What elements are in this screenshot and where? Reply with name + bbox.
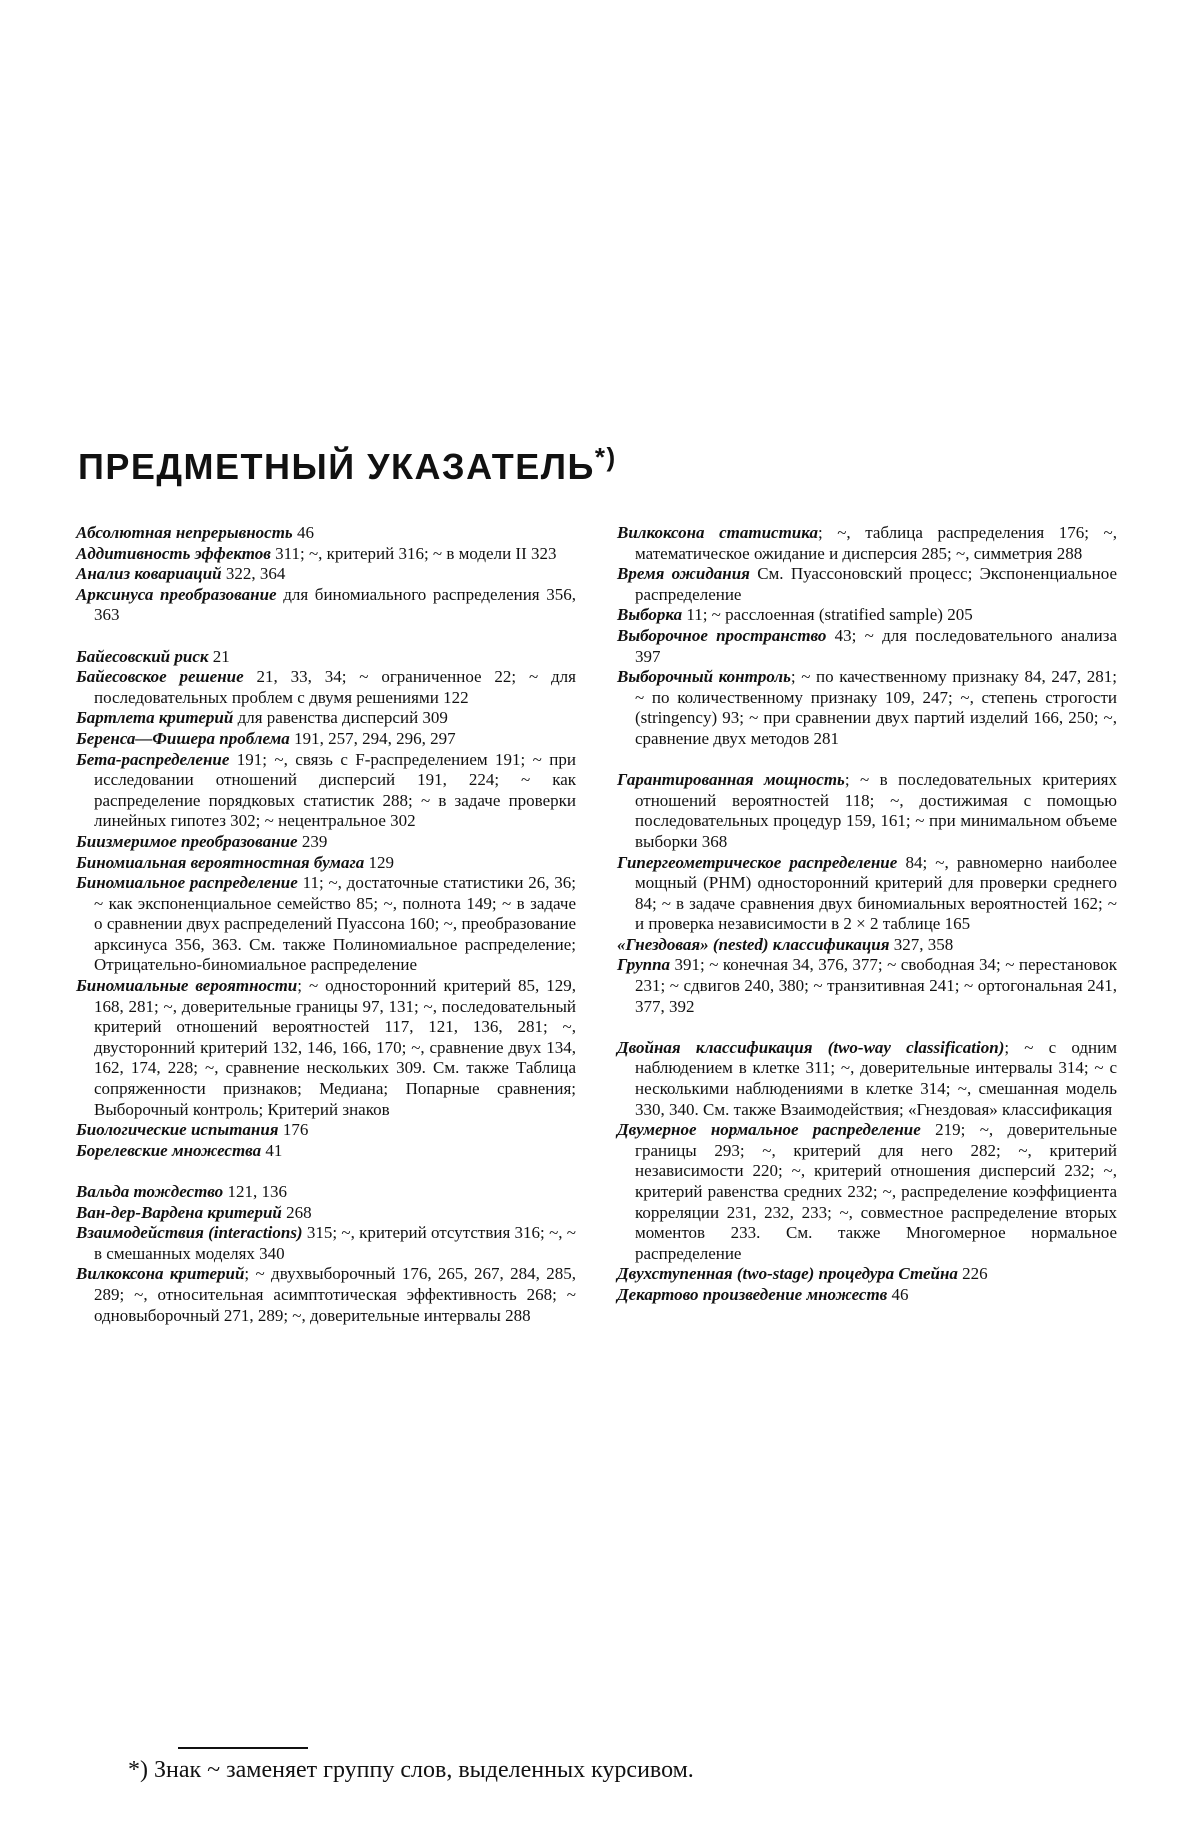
index-refs: 11; ~ расслоенная (stratified sample) 205 — [682, 605, 973, 625]
index-term: Биномиальное распределение — [76, 873, 298, 893]
index-refs: ; ~ в последовательных критериях отношений вероятностей 118; ~, достижимая с помощью последовательных процедур 159, 161; ~ при минимальном объеме выборки 368 — [635, 770, 1117, 851]
index-entry — [76, 585, 576, 626]
index-refs: ; ~, таблица распределения 176; ~, математическое ожидание и дисперсия 285; ~, симметрия 288 — [635, 523, 1117, 563]
index-refs: 84; ~, равномерно наиболее мощный (РНМ) односторонний критерий для проверки среднего 84; ~ в задаче сравнения двух биномиальных вероятностей 162; ~ и проверка независимости в 2 × 2 таблице 165 — [635, 852, 1117, 934]
index-refs: 121, 136 — [223, 1182, 287, 1201]
index-refs: 21, 33, 34; ~ ограниченное 22; ~ для последовательных проблем с двумя решениями 122 — [94, 667, 576, 707]
index-entry — [76, 729, 576, 750]
index-term: Время ожидания — [617, 564, 750, 584]
index-entry — [617, 667, 1117, 749]
index-term: Ван-дер-Вардена критерий — [76, 1202, 282, 1222]
index-term: Гипергеометрическое распределение — [617, 852, 898, 872]
index-term: Биномиальные вероятности — [76, 976, 298, 996]
index-refs: для равенства дисперсий 309 — [233, 708, 448, 728]
title-text: ПРЕДМЕТНЫЙ УКАЗАТЕЛЬ — [78, 446, 595, 487]
index-term: Бартлета критерий — [76, 708, 234, 728]
index-entry — [76, 647, 576, 668]
index-refs: 226 — [957, 1264, 988, 1284]
index-refs: См. Пуассоновский процесс; Экспоненциальное распределение — [635, 564, 1117, 604]
index-refs: для биномиального распределения 356, 363 — [94, 584, 577, 625]
left-index-column — [76, 523, 576, 1326]
index-refs: ; ~ с одним наблюдением в клетке 311; ~, доверительные интервалы 314; ~ с несколькими наблюдениями в клетке 314; ~, смешанная модель 330, 340. См. также Взаимодействия; «Гнездовая» классификация — [635, 1037, 1117, 1119]
index-refs: 239 — [297, 831, 328, 851]
index-refs: 129 — [364, 852, 394, 872]
index-refs: 311; ~, критерий 316; ~ в модели II 323 — [270, 543, 557, 563]
index-entry — [76, 1141, 576, 1162]
page-title — [78, 442, 617, 488]
index-entry — [76, 1203, 576, 1224]
index-entry — [76, 544, 576, 565]
index-refs: 191, 257, 294, 296, 297 — [289, 728, 456, 748]
index-term: Абсолютная непрерывность — [76, 523, 293, 542]
index-entry — [617, 935, 1117, 956]
index-term: Двойная классификация (two-way classification) — [617, 1037, 1005, 1057]
right-index-column — [617, 523, 1117, 1306]
index-entry — [617, 523, 1117, 564]
index-term: Выборочный контроль — [617, 667, 791, 687]
index-entry — [76, 523, 576, 544]
footnote-rule — [178, 1747, 308, 1749]
index-refs: 268 — [281, 1202, 312, 1222]
index-refs: 41 — [261, 1140, 283, 1160]
index-entry — [76, 976, 576, 1120]
index-refs: ; ~ двухвыборочный 176, 265, 267, 284, 285, 289; ~, относительная асимптотическая эффективность 268; ~ одновыборочный 271, 289; ~, доверительные интервалы 288 — [94, 1264, 576, 1325]
index-entry — [617, 1264, 1117, 1285]
index-entry — [76, 564, 576, 585]
index-term: Биологические испытания — [76, 1120, 279, 1140]
index-term: Вилкоксона статистика — [617, 523, 818, 542]
index-refs: 176 — [278, 1120, 309, 1140]
index-term: Выборка — [617, 605, 683, 625]
index-term: Двумерное нормальное распределение — [617, 1120, 921, 1140]
index-term: Вилкоксона критерий — [76, 1264, 245, 1284]
index-entry — [76, 1264, 576, 1326]
index-term: Гарантированная мощность — [617, 770, 845, 790]
index-entry — [617, 626, 1117, 667]
index-refs: 11; ~, достаточные статистики 26, 36; ~ как экспоненциальное семейство 85; ~, полнота 149; ~ в задаче о сравнении двух распределений Пуассона 160; ~, преобразование арксинуса 356, 363. См. также Полиномиальное распределение; Отрицательно-биномиальное распределение — [94, 873, 576, 975]
index-entry — [617, 955, 1117, 1017]
index-term: Двухступенная (two-stage) процедура Стейна — [617, 1264, 958, 1284]
index-refs: ; ~ односторонний критерий 85, 129, 168, 281; ~, доверительные границы 97, 131; ~, последовательный критерий отношений вероятностей 117, 121, 136, 281; ~, двусторонний критерий 132, 146, 166, 170; ~, сравнение двух 134, 162, 174, 228; ~, сравнение нескольких 309. См. также Таблица сопряженности признаков; Медиана; Попарные сравнения; Выборочный контроль; Критерий знаков — [94, 976, 576, 1119]
index-entry — [76, 1182, 576, 1203]
index-term: Аддитивность эффектов — [76, 543, 271, 563]
index-term: Байесовский риск — [76, 646, 209, 666]
index-term: Биномиальная вероятностная бумага — [76, 852, 365, 872]
index-entry — [617, 1285, 1117, 1306]
index-refs: 322, 364 — [221, 564, 286, 584]
index-term: Бета-распределение — [76, 749, 230, 769]
index-entry — [76, 853, 576, 874]
index-term: Арксинуса преобразование — [76, 584, 277, 604]
index-term: Биизмеримое преобразование — [76, 831, 298, 851]
index-refs: 391; ~ конечная 34, 376, 377; ~ свободная 34; ~ перестановок 231; ~ сдвигов 240, 380; ~ транзитивная 241; ~ ортогональная 241, 377, 392 — [635, 955, 1117, 1016]
index-entry — [76, 708, 576, 729]
index-refs: 315; ~, критерий отсутствия 316; ~, ~ в смешанных моделях 340 — [94, 1223, 577, 1263]
index-term: Анализ ковариаций — [76, 564, 222, 584]
index-term: «Гнездовая» (nested) классификация — [617, 934, 890, 954]
footnote-marker: *) — [594, 442, 617, 472]
index-entry — [76, 873, 576, 976]
index-entry — [617, 564, 1117, 605]
index-entry — [76, 667, 576, 708]
footnote: *) Знак ~ заменяет группу слов, выделенных курсивом. — [128, 1757, 694, 1783]
index-term: Байесовское решение — [76, 667, 244, 687]
index-refs: 46 — [292, 523, 314, 542]
index-refs: 219; ~, доверительные границы 293; ~, критерий для него 282; ~, критерий независимости 220; ~, критерий отношения дисперсий 232; ~, критерий равенства средних 232; ~, распределение коэффициента корреляции 231, 232, 233; ~, совместное распределение вторых моментов 233. См. также Многомерное нормальное распределение — [635, 1120, 1117, 1263]
index-term: Выборочное пространство — [617, 625, 827, 645]
index-refs: 43; ~ для последовательного анализа 397 — [635, 625, 1117, 666]
index-term: Группа — [617, 955, 671, 975]
index-entry — [617, 770, 1117, 852]
index-refs: 191; ~, связь с F-распределением 191; ~ при исследовании отношений дисперсий 191, 224; ~ как распределение порядковых статистик 288; ~ в задаче проверки линейных гипотез 302; ~ нецентральное 302 — [94, 749, 576, 831]
index-entry — [617, 1038, 1117, 1120]
index-entry — [76, 1120, 576, 1141]
index-term: Вальда тождество — [76, 1182, 224, 1201]
index-entry — [76, 1223, 576, 1264]
index-term: Борелевские множества — [76, 1140, 262, 1160]
index-term: Декартово произведение множеств — [617, 1284, 888, 1304]
index-term: Беренса—Фишера проблема — [76, 728, 290, 748]
index-term: Взаимодействия (interactions) — [76, 1223, 303, 1243]
index-entry — [76, 750, 576, 832]
index-entry — [617, 853, 1117, 935]
index-refs: ; ~ по качественному признаку 84, 247, 281; ~ по количественному признаку 109, 247; ~, степень строгости (stringency) 93; ~ при сравнении двух партий изделий 166, 250; ~, сравнение двух методов 281 — [635, 667, 1117, 748]
index-refs: 327, 358 — [889, 934, 954, 954]
index-entry — [617, 1120, 1117, 1264]
index-entry — [617, 605, 1117, 626]
index-entry — [76, 832, 576, 853]
index-refs: 21 — [208, 646, 230, 666]
index-refs: 46 — [887, 1284, 909, 1304]
